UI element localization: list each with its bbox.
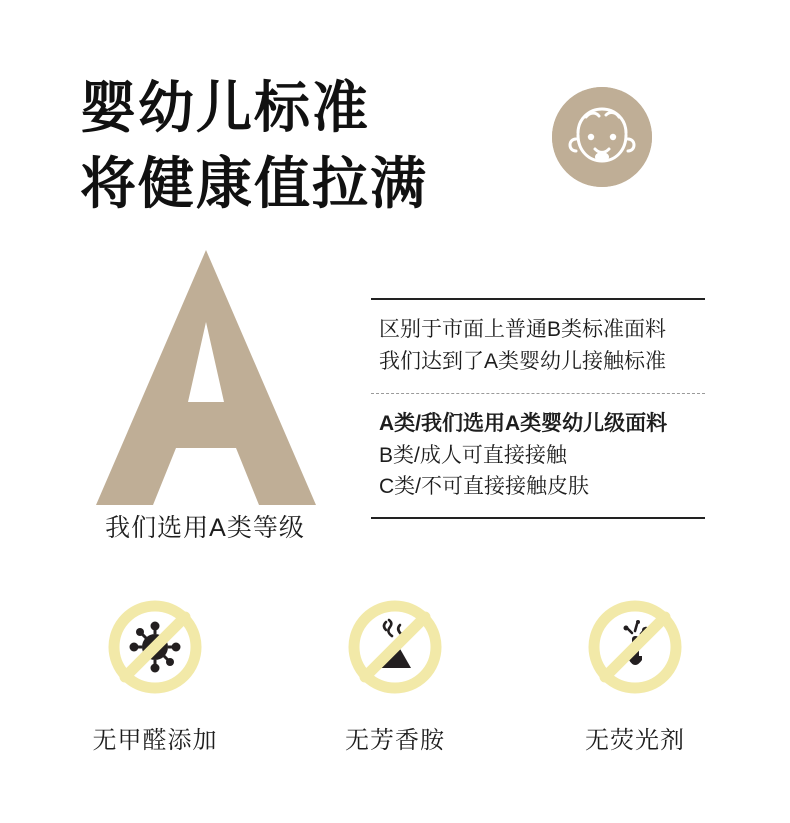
no-formaldehyde-icon <box>108 600 202 694</box>
feature-item <box>555 600 715 800</box>
spec-block <box>371 298 705 519</box>
feature-item <box>315 600 475 800</box>
feature-label: 无荧光剂 <box>585 727 685 754</box>
grade-section <box>0 240 790 570</box>
spec-class-a: A类/我们选用A类婴幼儿级面料 <box>379 412 668 435</box>
no-fluorescent-agent-icon <box>588 600 682 694</box>
page-title <box>80 70 428 221</box>
spec-intro <box>371 300 705 393</box>
feature-label: 无甲醛添加 <box>92 727 218 754</box>
spec-intro-line-2: 我们达到了A类婴幼儿接触标准 <box>379 349 667 373</box>
feature-label: 无芳香胺 <box>345 727 445 754</box>
grade-caption: 我们选用A类等级 <box>105 514 305 542</box>
spec-class-list <box>371 394 705 517</box>
feature-item <box>75 600 235 800</box>
spec-intro-line-1: 区别于市面上普通B类标准面料 <box>379 318 667 341</box>
header-section <box>0 0 790 240</box>
page-title-line-2: 将健康值拉满 <box>80 151 428 215</box>
baby-face-icon <box>552 87 652 187</box>
spec-divider-bottom <box>371 517 705 519</box>
no-aromatic-amine-icon <box>348 600 442 694</box>
features-section <box>0 600 790 800</box>
spec-class-b: B类/成人可直接接触 <box>379 443 567 467</box>
spec-class-c: C类/不可直接接触皮肤 <box>379 475 589 498</box>
letter-a-shape <box>96 250 316 505</box>
page-title-line-1: 婴幼儿标准 <box>80 76 370 139</box>
